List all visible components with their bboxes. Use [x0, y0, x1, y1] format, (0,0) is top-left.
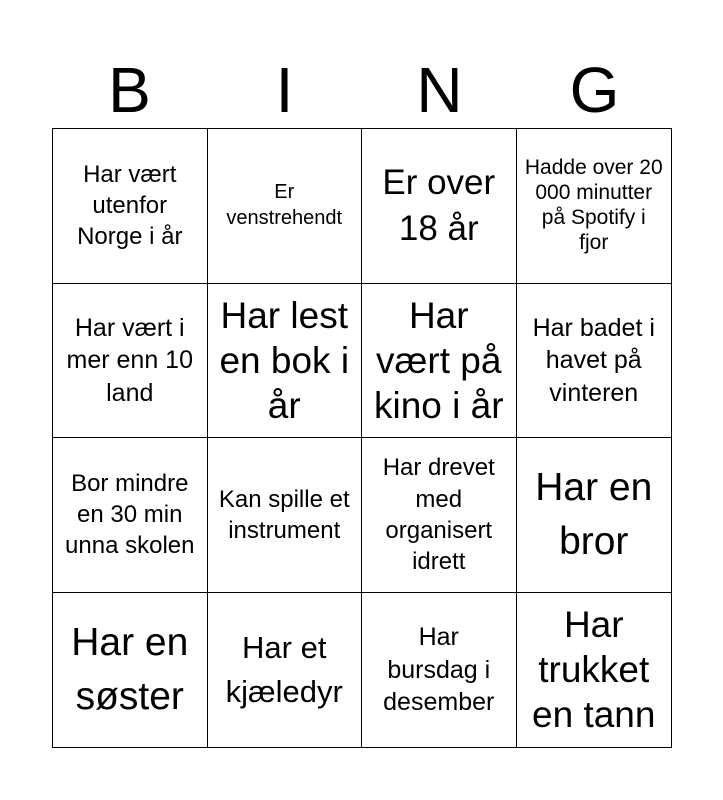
header-letter-b: B: [108, 54, 151, 126]
bingo-cell[interactable]: [53, 284, 208, 439]
bingo-cell-text: Har lest en bok i år: [219, 294, 350, 426]
bingo-cell[interactable]: [517, 284, 672, 439]
bingo-cell-text: Har en søster: [71, 620, 189, 718]
bingo-header: [52, 52, 672, 128]
bingo-cell[interactable]: [53, 438, 208, 593]
bingo-cell-text: Har drevet med organisert idrett: [382, 454, 495, 575]
bingo-cell-text: Har et kjæledyr: [225, 630, 343, 709]
bingo-cell[interactable]: [517, 593, 672, 748]
bingo-cell[interactable]: [362, 593, 517, 748]
bingo-cell[interactable]: [53, 593, 208, 748]
bingo-cell[interactable]: [362, 284, 517, 439]
bingo-cell-text: Har bursdag i desember: [383, 623, 495, 716]
bingo-cell[interactable]: [208, 129, 363, 284]
bingo-cell[interactable]: [517, 129, 672, 284]
bingo-cell-text: Er venstrehendt: [226, 181, 343, 229]
bingo-cell-text: Har badet i havet på vinteren: [532, 313, 655, 407]
header-letter-n: N: [416, 54, 463, 126]
header-letter-i: I: [275, 54, 294, 126]
bingo-cell-text: Kan spille et instrument: [218, 485, 350, 544]
bingo-cell-text: Har vært på kino i år: [373, 294, 504, 426]
bingo-cell[interactable]: [208, 284, 363, 439]
bingo-cell-text: Bor mindre en 30 min unna skolen: [65, 469, 195, 560]
bingo-cell[interactable]: [517, 438, 672, 593]
bingo-cell[interactable]: [208, 438, 363, 593]
bingo-cell-text: Er over 18 år: [382, 162, 496, 248]
bingo-cell-text: Har vært utenfor Norge i år: [77, 160, 183, 251]
bingo-cell[interactable]: [362, 438, 517, 593]
bingo-cell-text: Hadde over 20 000 minutter på Spotify i fjor: [524, 156, 663, 254]
bingo-cell-text: Har en bror: [535, 465, 653, 563]
bingo-cell[interactable]: [208, 593, 363, 748]
bingo-cell[interactable]: [362, 129, 517, 284]
header-letter-g: G: [569, 54, 620, 126]
bingo-grid: [52, 128, 672, 748]
bingo-cell-text: Har trukket en tann: [532, 604, 656, 736]
bingo-cell-text: Har vært i mer enn 10 land: [66, 313, 193, 407]
bingo-cell[interactable]: [53, 129, 208, 284]
